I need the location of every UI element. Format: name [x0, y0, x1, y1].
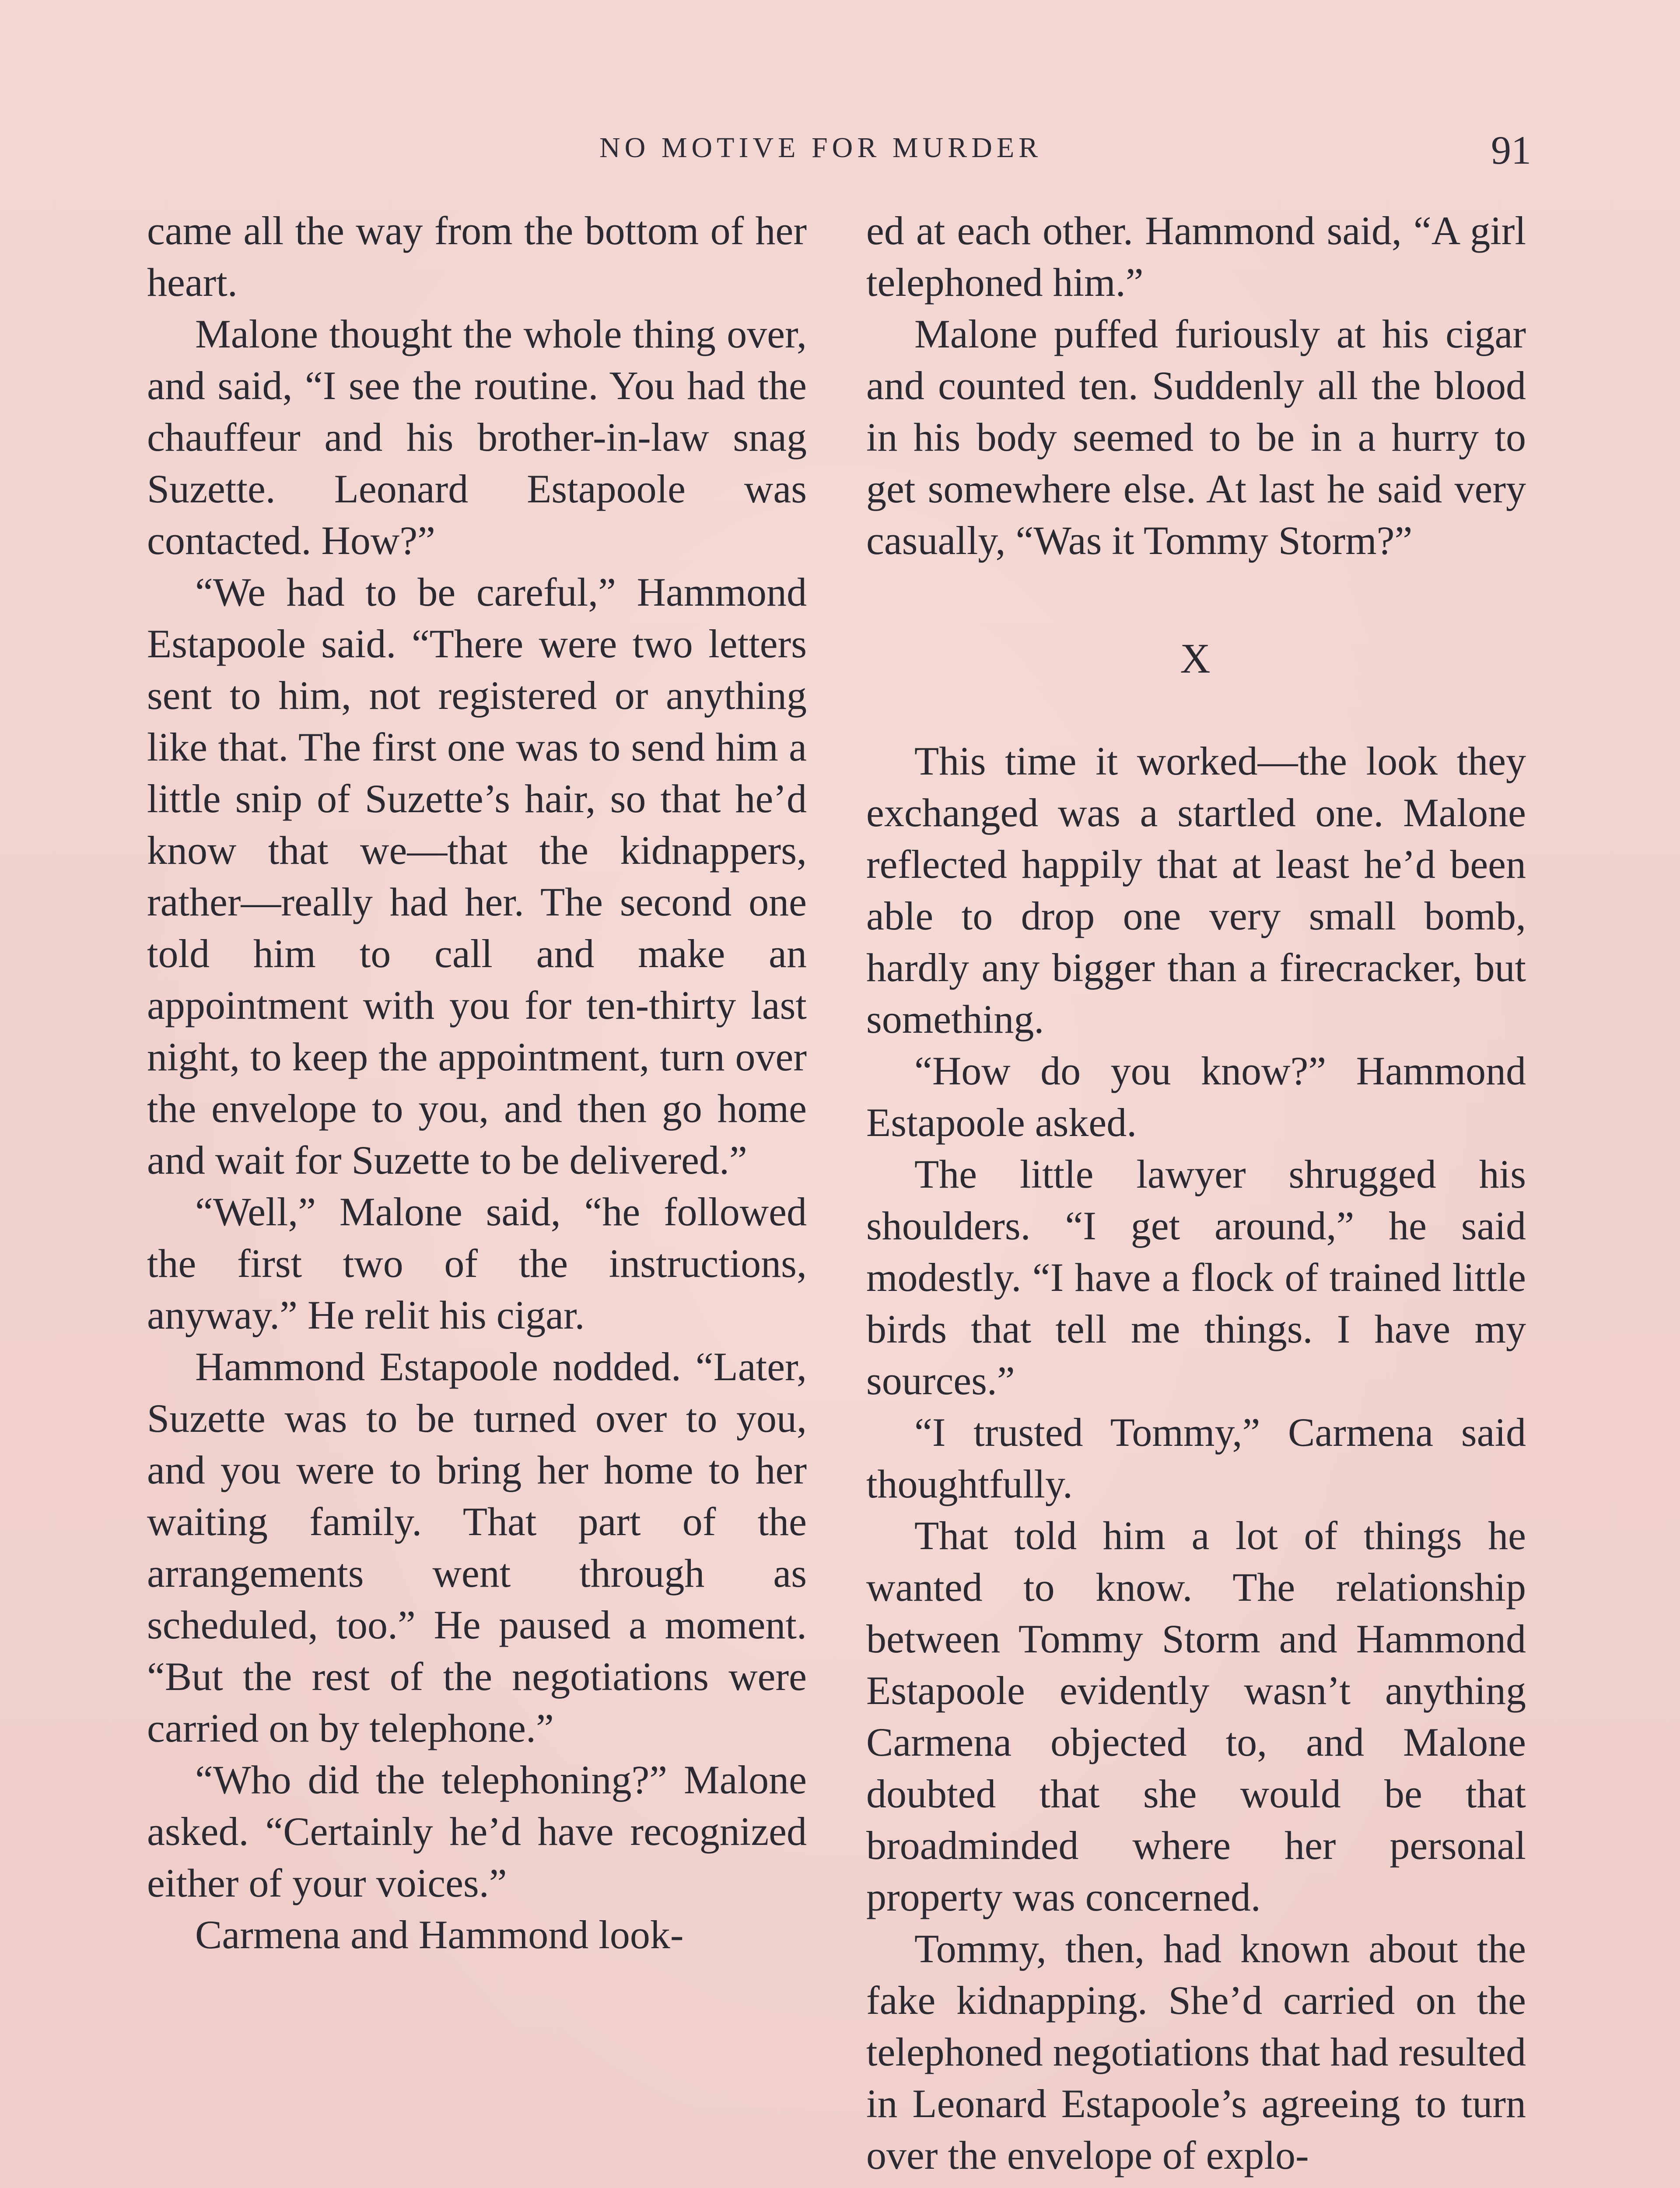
paragraph: This time it worked—the look they exchanged was a startled one. Malone reflected happily that at least he’d been able to drop one very small bomb, hardly any bigger than a firecracker, but something.: [866, 739, 1526, 1041]
paragraph: Tommy, then, had known about the fake kidnapping. She’d carried on the telephoned negotiations that had resulted in Leonard Estapoole’s agreeing to turn over the envelope of explo-: [866, 1926, 1526, 2177]
running-title: NO MOTIVE FOR MURDER: [599, 132, 1043, 164]
paragraph: “Who did the telephoning?” Malone asked. “Certainly he’d have recognized either of your voices.”: [147, 1757, 807, 1905]
paragraph: Carmena and Hammond look-: [195, 1912, 684, 1957]
paragraph: The little lawyer shrugged his shoulders. “I get around,” he said modestly. “I have a flock of trained little birds that tell me things. I have my sources.”: [866, 1152, 1526, 1403]
paragraph: That told him a lot of things he wanted to know. The relationship between Tommy Storm and Hammond Estapoole evidently wasn’t anything Carmena objected to, and Malone doubted that she would be that broadminded where her personal property was concerned.: [866, 1513, 1526, 1919]
chapter-heading: X: [1180, 635, 1212, 682]
paragraph: “How do you know?” Hammond Estapoole asked.: [866, 1048, 1526, 1145]
right-column: [866, 205, 1526, 2181]
paragraph: “I trusted Tommy,” Carmena said thoughtfully.: [866, 1410, 1526, 1506]
page-number: 91: [1491, 128, 1531, 172]
left-column: [147, 205, 807, 1960]
paragraph: ed at each other. Hammond said, “A girl telephoned him.”: [866, 208, 1526, 305]
paragraph: “We had to be careful,” Hammond Estapoole said. “There were two letters sent to him, not registered or anything like that. The first one was to send him a little snip of Suzette’s hair, so that he’d know that we—that the kidnappers, rather—really had her. The second one told him to call and make an appointment with you for ten-thirty last night, to keep the appointment, turn over the envelope to you, and then go home and wait for Suzette to be delivered.”: [147, 570, 807, 1182]
paragraph: “Well,” Malone said, “he followed the first two of the instructions, anyway.” He relit his cigar.: [147, 1189, 807, 1337]
paragraph: Malone thought the whole thing over, and said, “I see the routine. You had the chauffeur and his brother-in-law snag Suzette. Leonard Estapoole was contacted. How?”: [147, 312, 807, 563]
paragraph: Hammond Estapoole nodded. “Later, Suzette was to be turned over to you, and you were to bring her home to her waiting family. That part of the arrangements went through as scheduled, too.” He paused a moment. “But the rest of the negotiations were carried on by telephone.”: [147, 1344, 807, 1750]
paragraph: came all the way from the bottom of her heart.: [147, 208, 807, 305]
paragraph: Malone puffed furiously at his cigar and counted ten. Suddenly all the blood in his body seemed to be in a hurry to get somewhere else. At last he said very casually, “Was it Tommy Storm?”: [866, 312, 1526, 563]
